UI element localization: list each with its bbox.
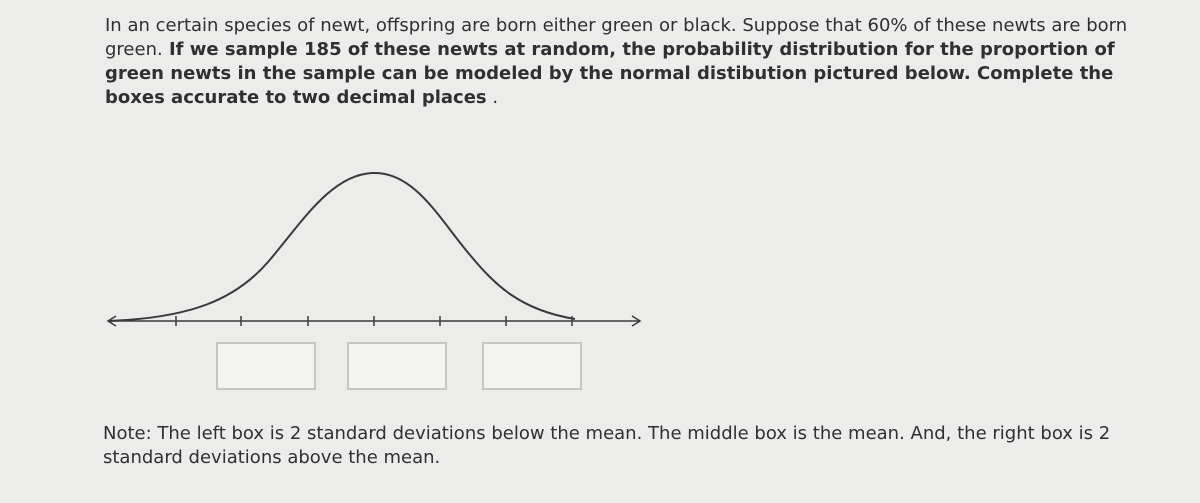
- question-text: [105, 14, 1165, 110]
- tick-marks: [176, 316, 572, 326]
- note-text: Note: The left box is 2 standard deviations below the mean. The middle box is the mean. And, the right box is 2 standard deviations above the mean.: [103, 423, 1111, 468]
- arrow-left-icon: [108, 316, 116, 326]
- question-part-1: In an certain species of newt, offspring are born either green or black. Suppose that 60% of these newts are born green.: [105, 15, 1128, 60]
- minus-two-sd-input[interactable]: [216, 342, 316, 390]
- question-part-2: If we sample 185 of these newts at random, the probability distribution for the proportion of green newts in the sample can be modeled by the normal distibution pictured below. Complete the boxes accurate to two decimal places: [105, 39, 1115, 108]
- mean-input[interactable]: [347, 342, 447, 390]
- plus-two-sd-input[interactable]: [482, 342, 582, 390]
- arrow-right-icon: [632, 316, 640, 326]
- question-part-3: .: [486, 87, 499, 108]
- normal-curve: [108, 173, 575, 321]
